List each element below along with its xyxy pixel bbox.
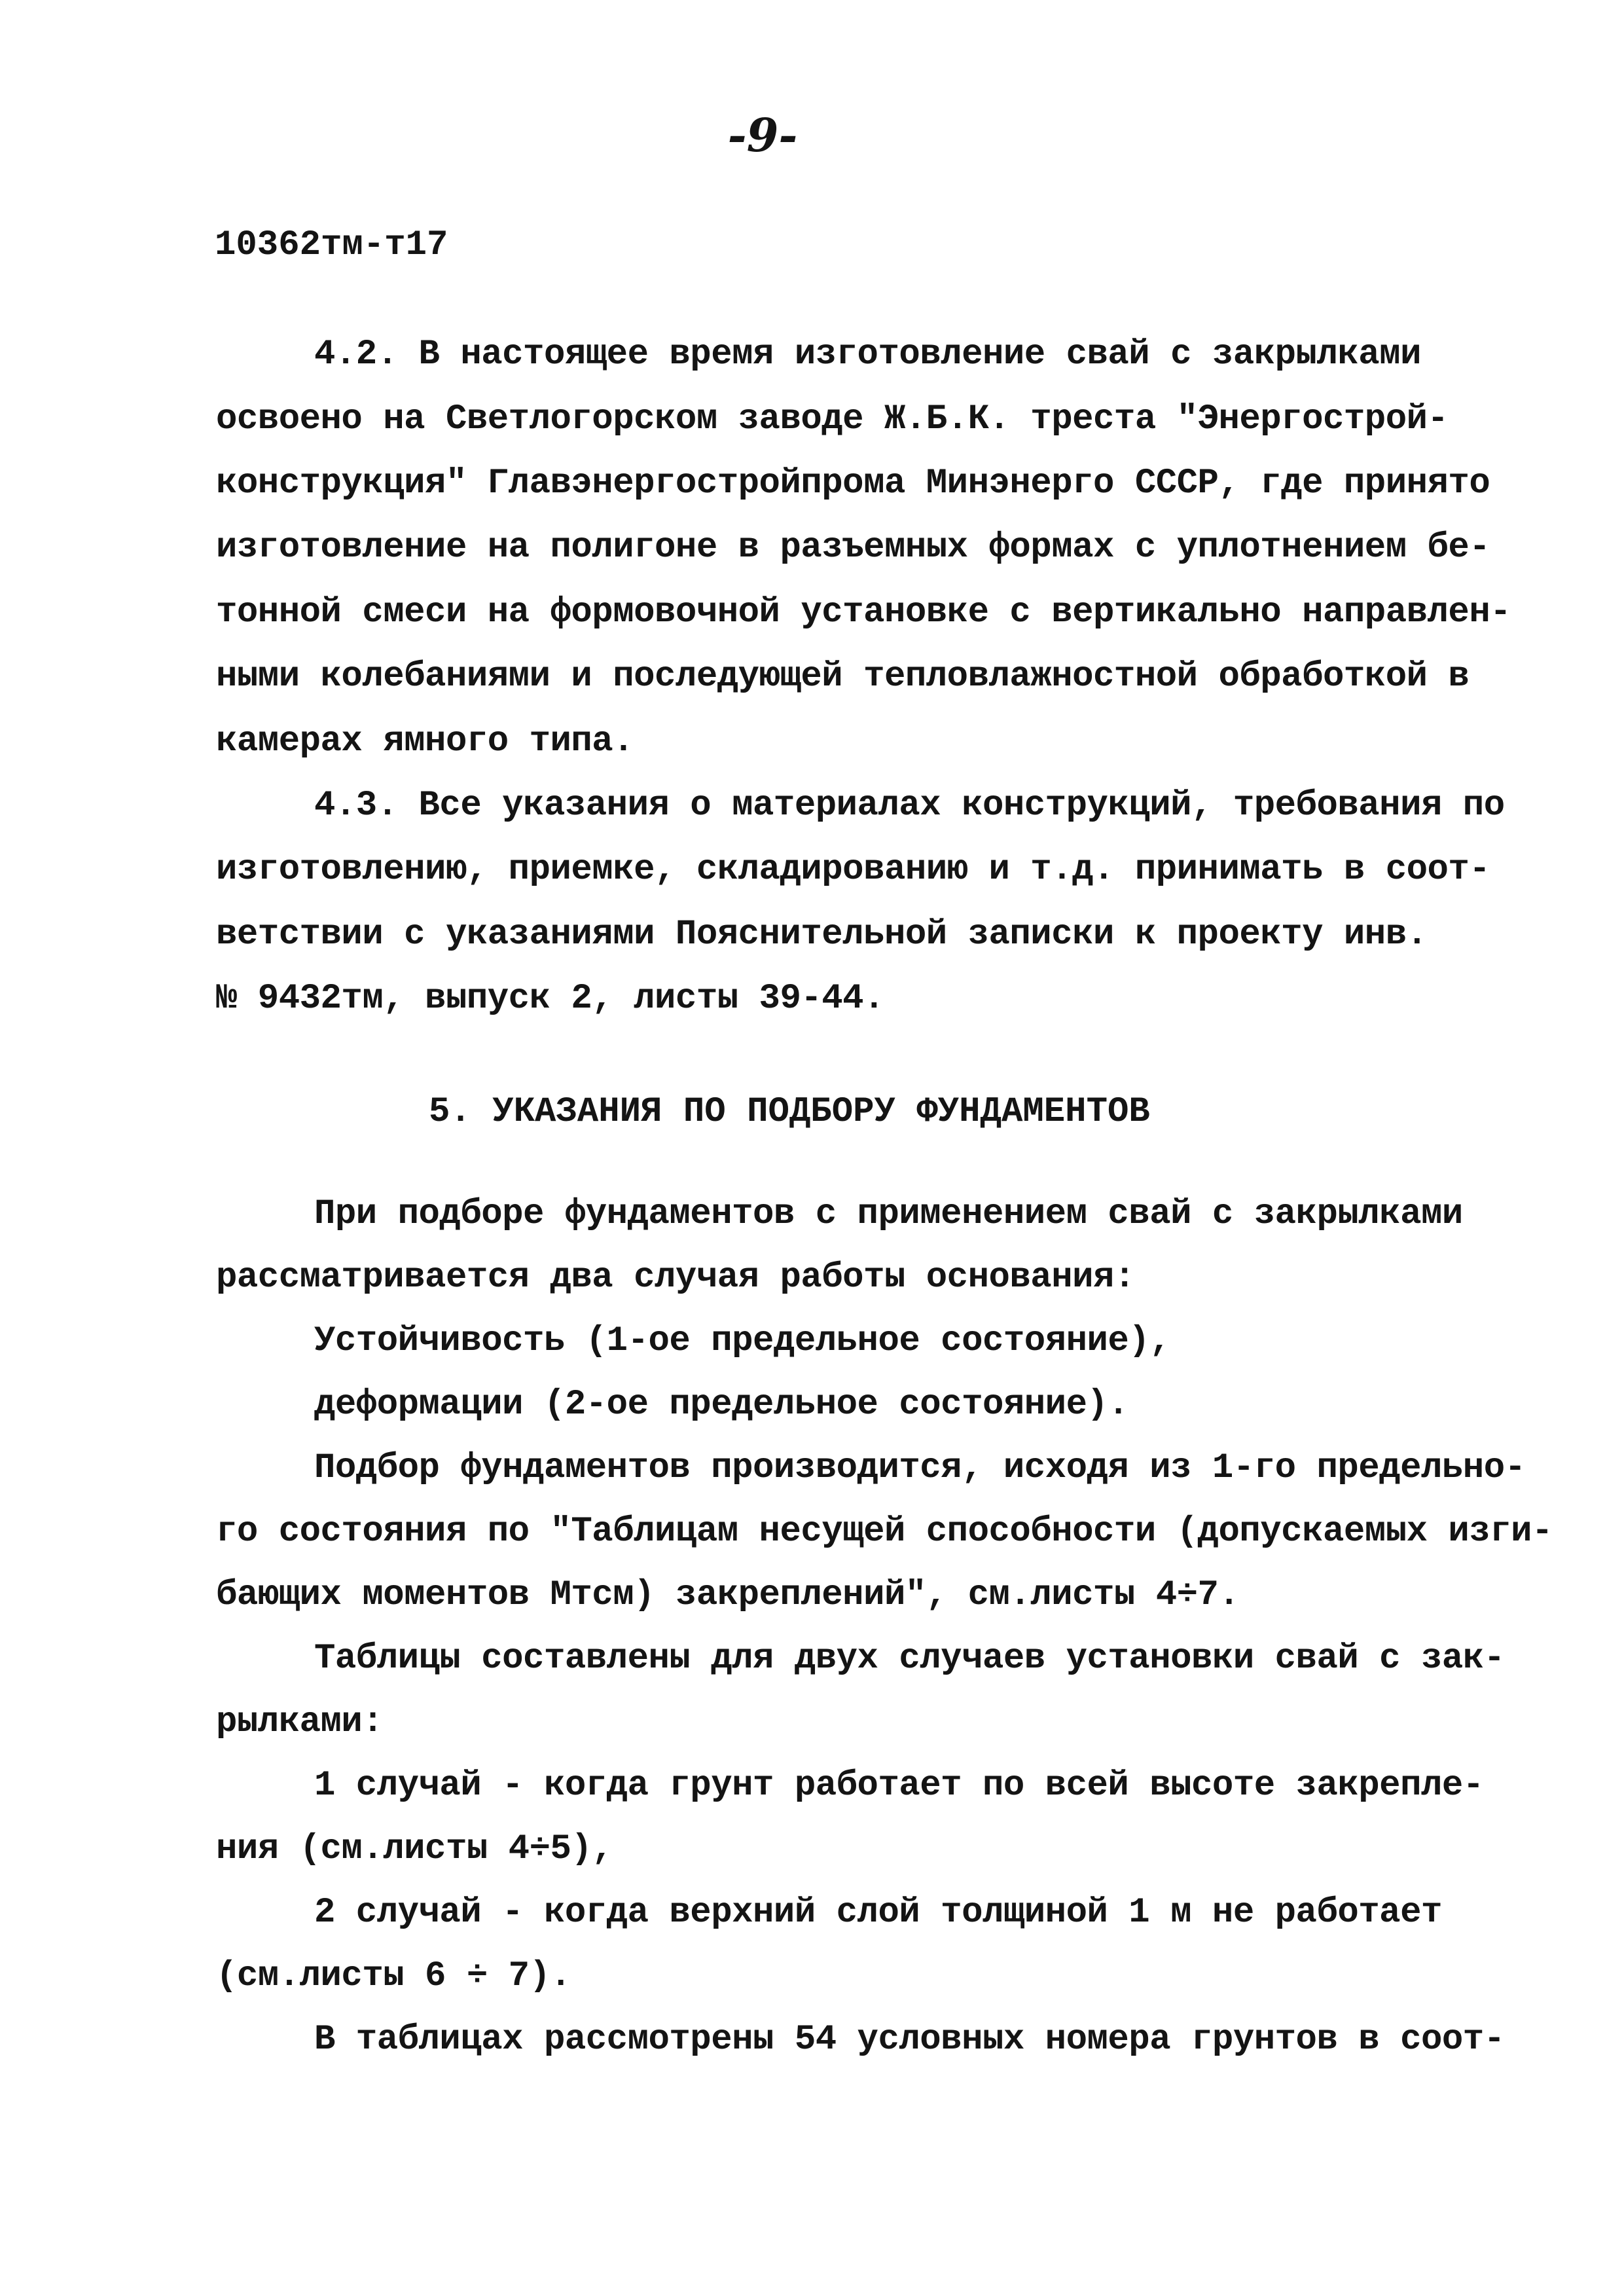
text-line: Устойчивость (1-ое предельное состояние), <box>314 1321 1171 1361</box>
text-line: рассматривается два случая работы основания: <box>216 1258 1135 1298</box>
text-line: (см.листы 6 ÷ 7). <box>216 1956 571 1996</box>
text-line: 4.2. В настоящее время изготовление свай с закрылками <box>314 335 1421 374</box>
text-line: 4.3. Все указания о материалах конструкций, требования по <box>314 786 1505 826</box>
text-line: деформации (2-ое предельное состояние). <box>314 1385 1129 1425</box>
text-line: камерах ямного типа. <box>216 721 634 761</box>
text-line: ными колебаниями и последующей тепловлажностной обработкой в <box>216 657 1470 697</box>
text-line: тонной смеси на формовочной установке с вертикально направлен- <box>216 592 1511 632</box>
text-line: рылками: <box>216 1702 384 1742</box>
document-code: 10362тм-т17 <box>215 225 448 265</box>
text-line: 1 случай - когда грунт работает по всей высоте закрепле- <box>314 1766 1484 1806</box>
text-line: Подбор фундаментов производится, исходя из 1-го предельно- <box>314 1448 1526 1488</box>
text-line: изготовление на полигоне в разъемных формах с уплотнением бе- <box>216 528 1490 568</box>
section-heading: 5. УКАЗАНИЯ ПО ПОДБОРУ ФУНДАМЕНТОВ <box>429 1092 1150 1132</box>
text-line: ветствии с указаниями Пояснительной записки к проекту инв. <box>216 915 1428 955</box>
page-number: -9- <box>727 108 798 162</box>
text-line: конструкция" Главэнергостройпрома Минэнерго СССР, где принято <box>216 464 1490 503</box>
text-line: Таблицы составлены для двух случаев установки свай с зак- <box>314 1639 1505 1679</box>
text-line: № 9432тм, выпуск 2, листы 39-44. <box>216 979 884 1019</box>
text-line: го состояния по "Таблицам несущей способности (допускаемых изги- <box>216 1512 1553 1552</box>
text-line: При подборе фундаментов с применением свай с закрылками <box>314 1194 1463 1234</box>
text-line: изготовлению, приемке, складированию и т.д. принимать в соот- <box>216 850 1490 890</box>
text-line: В таблицах рассмотрены 54 условных номера грунтов в соот- <box>314 2020 1505 2060</box>
text-line: 2 случай - когда верхний слой толщиной 1 м не работает <box>314 1893 1442 1933</box>
text-line: бающих моментов Мтсм) закреплений", см.листы 4÷7. <box>216 1575 1240 1615</box>
text-line: ния (см.листы 4÷5), <box>216 1829 613 1869</box>
text-line: освоено на Светлогорском заводе Ж.Б.К. треста "Энергострой- <box>216 399 1449 439</box>
